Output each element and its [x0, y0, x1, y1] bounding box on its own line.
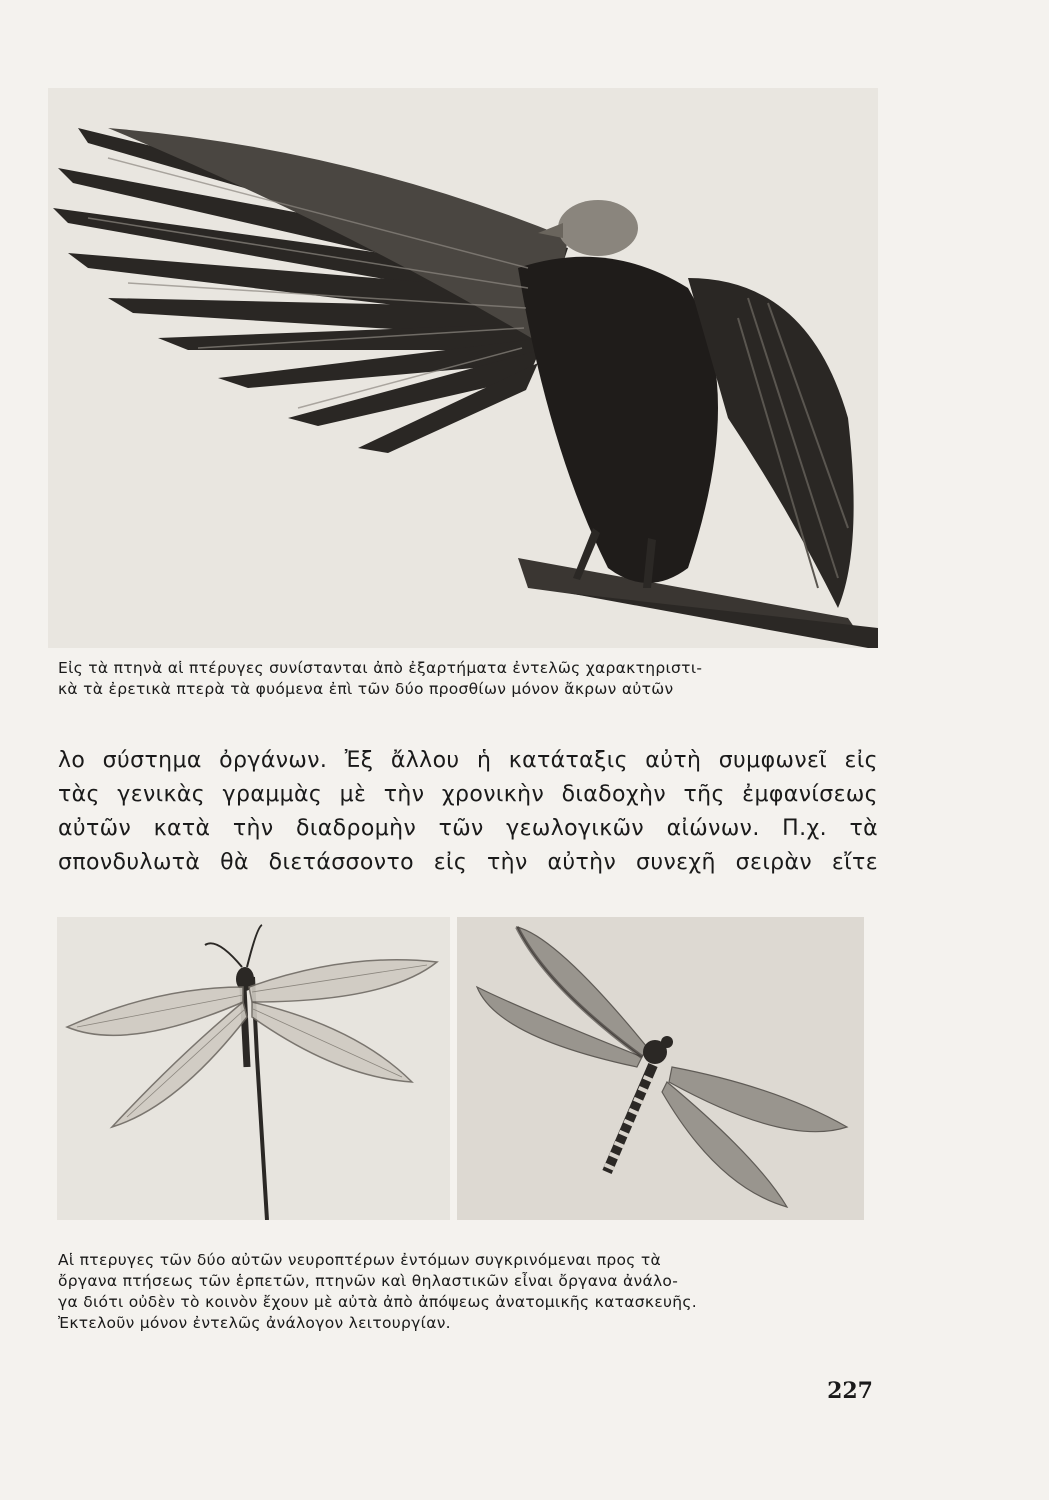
body-paragraph — [58, 744, 878, 880]
lacewing-photo — [57, 917, 450, 1220]
bird-illustration — [48, 88, 878, 648]
insect-figure-caption — [58, 1250, 878, 1334]
body-line: τὰς γενικὰς γραμμὰς μὲ τὴν χρονικὴν διαδοχὴν τῆς ἐμφανίσεως — [58, 782, 878, 807]
caption-line: Εἰς τὰ πτηνὰ αἱ πτέρυγες συνίστανται ἀπὸ ἐξαρτήματα ἐντελῶς χαρακτηριστι- — [58, 659, 703, 677]
dragonfly-photo — [457, 917, 864, 1220]
body-line: σπονδυλωτὰ θὰ διετάσσοντο εἰς τὴν αὐτὴν συνεχῆ σειρὰν εἴτε — [58, 850, 878, 875]
caption-line: Ἐκτελοῦν μόνον ἐντελῶς ἀνάλογον λειτουργίαν. — [58, 1314, 451, 1332]
caption-line: Αἱ πτερυγες τῶν δύο αὐτῶν νευροπτέρων ἐντόμων συγκρινόμεναι προς τὰ — [58, 1251, 662, 1269]
body-line: λο σύστημα ὀργάνων. Ἐξ ἄλλου ἡ κατάταξις αὐτὴ συμφωνεῖ εἰς — [58, 748, 878, 773]
lacewing-illustration — [57, 917, 450, 1220]
body-line: αὐτῶν κατὰ τὴν διαδρομὴν τῶν γεωλογικῶν αἰώνων. Π.χ. τὰ — [58, 816, 878, 841]
bird-figure-caption — [58, 658, 878, 700]
page-number: 227 — [827, 1378, 873, 1404]
caption-line: γα διότι οὐδὲν τὸ κοινὸν ἔχουν μὲ αὐτὰ ἀπὸ ἀπόψεως ἀνατομικῆς κατασκευῆς. — [58, 1293, 698, 1311]
bird-wings-photo — [48, 88, 878, 648]
caption-line: ὄργανα πτήσεως τῶν ἑρπετῶν, πτηνῶν καὶ θηλαστικῶν εἶναι ὄργανα ἀνάλο- — [58, 1272, 679, 1290]
dragonfly-illustration — [457, 917, 864, 1220]
caption-line: κὰ τὰ ἐρετικὰ πτερὰ τὰ φυόμενα ἐπὶ τῶν δύο προσθίων μόνον ἄκρων αὐτῶν — [58, 680, 674, 698]
